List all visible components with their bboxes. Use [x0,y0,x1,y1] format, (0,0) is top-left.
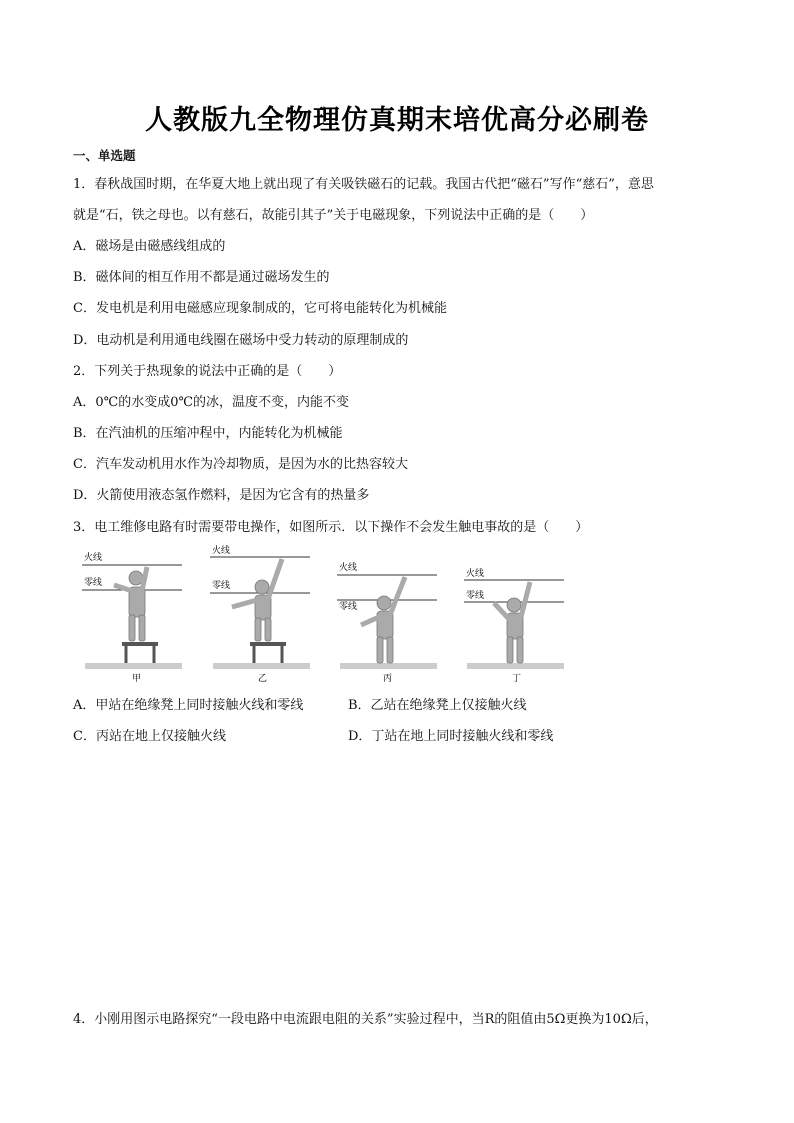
q3-stem: 3．电工维修电路有时需要带电操作，如图所示．以下操作不会发生触电事故的是（ ） [73,520,589,535]
q1-option-d: D．电动机是利用通电线圈在磁场中受力转动的原理制成的 [73,333,409,348]
panel-jia [82,551,182,683]
live-wire-label: 火线 [466,569,485,579]
insulating-stool [250,642,286,646]
panel-ding [464,567,564,683]
q1-stem-line2: 就是“石，铁之母也。以有慈石，故能引其子”关于电磁现象，下列说法中正确的是（ ） [73,208,594,223]
q4-stem: 4．小刚用图示电路探究“一段电路中电流跟电阻的关系”实验过程中，当R的阻值由5Ω更换为10Ω后， [73,1012,658,1027]
neutral-wire-label: 零线 [339,602,358,612]
section-heading: 一、单选题 [73,148,136,163]
caption-yi: 乙 [258,674,268,683]
q2-option-c: C．汽车发动机用水作为冷却物质，是因为水的比热容较大 [73,457,408,472]
q1-option-a: A．磁场是由磁感线组成的 [73,239,226,254]
ground [467,663,564,669]
q2-option-a: A．0℃的水变成0℃的冰，温度不变，内能不变 [73,395,350,410]
q2-option-b: B．在汽油机的压缩冲程中，内能转化为机械能 [73,426,343,441]
electric-shock-figure [82,545,572,683]
q1-stem-line1: 1．春秋战国时期，在华夏大地上就出现了有关吸铁磁石的记载。我国古代把“磁石”写作“慈石”，意思 [73,177,654,192]
q3-option-a: A．甲站在绝缘凳上同时接触火线和零线 [73,698,304,713]
insulating-stool [122,642,158,646]
live-wire-label: 火线 [84,553,103,563]
page-title: 人教版九全物理仿真期末培优高分必刷卷 [145,105,649,136]
neutral-wire-label: 零线 [212,581,231,591]
neutral-wire-label: 零线 [466,591,485,601]
q3-option-b: B．乙站在绝缘凳上仅接触火线 [348,698,527,713]
caption-ding: 丁 [512,674,522,683]
ground [85,663,182,669]
q1-option-b: B．磁体间的相互作用不都是通过磁场发生的 [73,270,330,285]
panel-bing [337,561,437,683]
caption-bing: 丙 [383,674,393,683]
person-figure [232,559,282,641]
live-wire-label: 火线 [212,546,231,556]
ground [340,663,437,669]
caption-jia: 甲 [132,674,142,683]
ground [213,663,310,669]
q3-option-c: C．丙站在地上仅接触火线 [73,729,226,744]
person-figure [114,567,147,641]
q1-option-c: C．发电机是利用电磁感应现象制成的，它可将电能转化为机械能 [73,301,447,316]
person-figure [494,582,530,663]
q2-option-d: D．火箭使用液态氢作燃料，是因为它含有的热量多 [73,488,370,503]
person-figure [361,577,405,663]
panel-yi [210,545,310,683]
neutral-wire-label: 零线 [84,578,103,588]
q3-option-d: D．丁站在地上同时接触火线和零线 [348,729,554,744]
q2-stem: 2．下列关于热现象的说法中正确的是（ ） [73,364,342,379]
live-wire-label: 火线 [339,563,358,573]
